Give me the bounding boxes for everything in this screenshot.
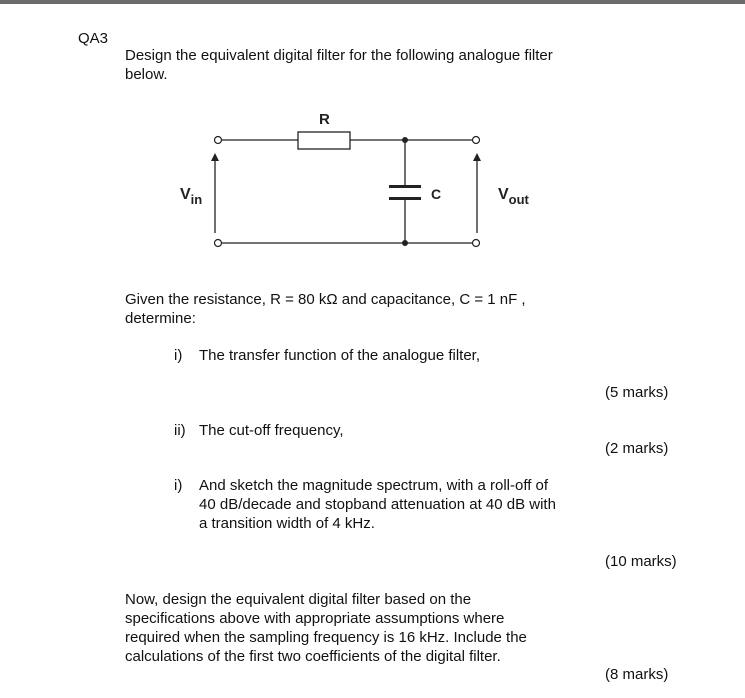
resistor xyxy=(298,132,350,149)
vout-sub: out xyxy=(508,192,529,207)
part-text xyxy=(199,476,556,533)
final-line: specifications above with appropriate assumptions where xyxy=(125,610,505,627)
part-number: ii) xyxy=(174,422,186,439)
vin-sub: in xyxy=(190,192,203,207)
vout-label xyxy=(498,186,530,207)
part-number: i) xyxy=(174,477,183,494)
given-line: determine: xyxy=(125,310,196,327)
part-marks: (5 marks) xyxy=(605,384,669,401)
junction-bottom xyxy=(402,240,408,246)
final-line: calculations of the first two coefficients of the digital filter. xyxy=(125,648,501,665)
capacitor-plate-bottom xyxy=(389,197,421,200)
terminal-in-bottom xyxy=(215,240,222,247)
final-paragraph xyxy=(125,590,527,666)
vout-arrow-head xyxy=(473,153,481,161)
vin-arrow-head xyxy=(211,153,219,161)
given-line: Given the resistance, R = 80 kΩ and capacitance, C = 1 nF , xyxy=(125,291,526,308)
part-line: And sketch the magnitude spectrum, with a roll-off of xyxy=(199,477,549,494)
intro-line: Design the equivalent digital filter for the following analogue filter xyxy=(125,47,553,64)
vin-label xyxy=(180,186,202,207)
part-text xyxy=(199,346,480,365)
terminal-out-bottom xyxy=(473,240,480,247)
terminal-in-top xyxy=(215,137,222,144)
capacitor-plate-top xyxy=(389,185,421,188)
final-line: required when the sampling frequency is 16 kHz. Include the xyxy=(125,629,527,646)
vin-main: V xyxy=(180,186,191,203)
part-line: The cut-off frequency, xyxy=(199,422,344,439)
junction-top xyxy=(402,137,408,143)
resistor-label: R xyxy=(319,111,330,128)
part-line: The transfer function of the analogue filter, xyxy=(199,347,481,364)
final-line: Now, design the equivalent digital filter based on the xyxy=(125,591,472,608)
part-number: i) xyxy=(174,347,183,364)
capacitor-label: C xyxy=(431,186,442,202)
intro-line: below. xyxy=(125,66,168,83)
vout-main: V xyxy=(498,186,509,203)
part-text xyxy=(199,421,344,440)
question-id: QA3 xyxy=(78,30,109,47)
part-line: a transition width of 4 kHz. xyxy=(199,515,375,532)
final-marks: (8 marks) xyxy=(605,666,669,683)
part-marks: (2 marks) xyxy=(605,440,669,457)
given-paragraph xyxy=(125,290,526,328)
part-marks: (10 marks) xyxy=(605,553,677,570)
part-line: 40 dB/decade and stopband attenuation at 40 dB with xyxy=(199,496,556,513)
terminal-out-top xyxy=(473,137,480,144)
